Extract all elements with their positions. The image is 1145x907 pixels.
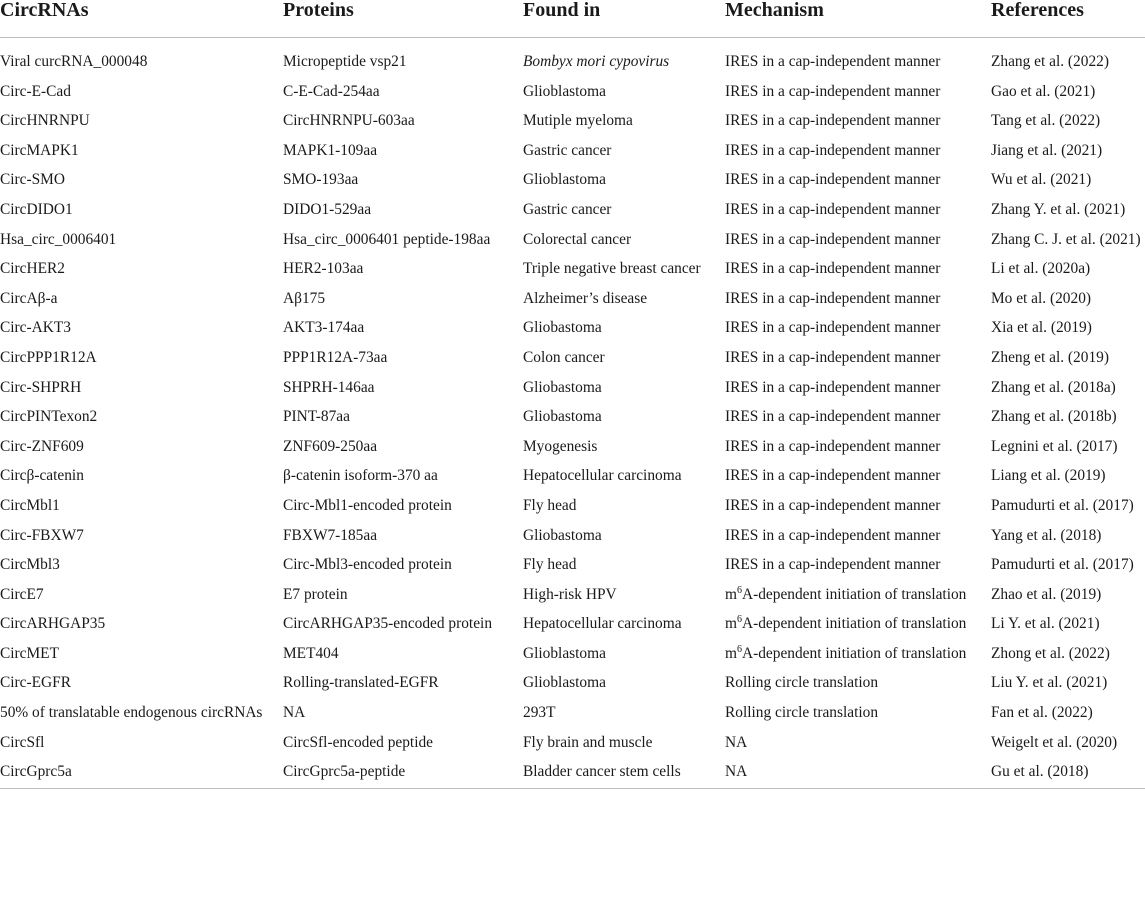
- header-proteins: Proteins: [283, 0, 523, 38]
- cell-circrna: Circ-AKT3: [0, 319, 71, 337]
- cell-mechanism: IRES in a cap-independent manner: [725, 200, 941, 218]
- cell-protein: DIDO1-529aa: [283, 200, 372, 218]
- cell-found-in: Bombyx mori cypovirus: [523, 53, 670, 70]
- cell-protein: Micropeptide vsp21: [283, 53, 407, 70]
- cell-found-in: Hepatocellular carcinoma: [523, 615, 682, 633]
- table-row: [0, 432, 1145, 462]
- cell-found-in: Gliobastoma: [523, 526, 602, 544]
- cell-circrna: CircPPP1R12A: [0, 348, 97, 366]
- cell-reference: Zhong et al. (2022): [991, 644, 1110, 662]
- cell-reference: Gao et al. (2021): [991, 82, 1096, 100]
- mechanism-prefix: m: [725, 615, 737, 633]
- cell-found-in: Myogenesis: [523, 437, 598, 455]
- cell-mechanism: IRES in a cap-independent manner: [725, 378, 941, 396]
- cell-circrna: Circ-ZNF609: [0, 437, 84, 455]
- cell-protein: FBXW7-185aa: [283, 526, 378, 544]
- cell-reference: Liu Y. et al. (2021): [991, 674, 1108, 692]
- cell-reference: Tang et al. (2022): [991, 112, 1101, 130]
- cell-protein: PPP1R12A-73aa: [283, 348, 388, 366]
- cell-circrna: Circ-SHPRH: [0, 378, 82, 396]
- cell-found-in: Alzheimer’s disease: [523, 289, 648, 307]
- cell-mechanism: Rolling circle translation: [725, 704, 879, 722]
- mechanism-superscript: 6: [736, 614, 742, 626]
- cell-circrna: CircARHGAP35: [0, 615, 106, 633]
- cell-protein: ZNF609-250aa: [283, 437, 378, 455]
- cell-found-in: Gastric cancer: [523, 141, 612, 159]
- table-row: [0, 402, 1145, 432]
- cell-found-in: Glioblastoma: [523, 171, 606, 189]
- cell-mechanism: IRES in a cap-independent manner: [725, 319, 941, 337]
- table-bottom-rule: [0, 789, 1145, 790]
- cell-circrna: CircMbl1: [0, 496, 60, 514]
- cell-protein: Hsa_circ_0006401 peptide-198aa: [283, 230, 491, 248]
- cell-found-in: High-risk HPV: [523, 585, 617, 603]
- cell-found-in: Fly brain and muscle: [523, 733, 653, 751]
- cell-mechanism: IRES in a cap-independent manner: [725, 53, 941, 70]
- cell-mechanism: IRES in a cap-independent manner: [725, 467, 941, 485]
- cell-reference: Fan et al. (2022): [991, 704, 1093, 722]
- cell-reference: Pamudurti et al. (2017): [991, 496, 1134, 514]
- header-circrnas: CircRNAs: [0, 0, 283, 38]
- cell-mechanism: Rolling circle translation: [725, 674, 879, 692]
- table-row: [0, 373, 1145, 403]
- cell-reference: Pamudurti et al. (2017): [991, 556, 1134, 574]
- header-found-in: Found in: [523, 0, 725, 38]
- table-row: [0, 609, 1145, 639]
- cell-found-in: Triple negative breast cancer: [523, 260, 701, 278]
- table-row: [0, 639, 1145, 669]
- table-row: [0, 313, 1145, 343]
- cell-mechanism: IRES in a cap-independent manner: [725, 526, 941, 544]
- cell-reference: Li Y. et al. (2021): [991, 615, 1100, 633]
- cell-mechanism: [725, 639, 991, 669]
- mechanism-text: A-dependent initiation of translation: [741, 615, 967, 633]
- table-row: [0, 521, 1145, 551]
- cell-reference: Jiang et al. (2021): [991, 141, 1103, 159]
- cell-mechanism: [725, 609, 991, 639]
- cell-reference: Xia et al. (2019): [991, 319, 1092, 337]
- cell-mechanism: IRES in a cap-independent manner: [725, 289, 941, 307]
- cell-reference: Zhang et al. (2018b): [991, 408, 1117, 426]
- table-row: [0, 698, 1145, 728]
- cell-circrna: Circ-EGFR: [0, 674, 71, 692]
- cell-circrna: CircE7: [0, 585, 44, 603]
- cell-reference: Zhao et al. (2019): [991, 585, 1102, 603]
- cell-circrna: Circβ-catenin: [0, 467, 84, 485]
- cell-circrna: Circ-SMO: [0, 171, 65, 189]
- table-row: [0, 106, 1145, 136]
- cell-circrna: CircSfl: [0, 733, 45, 751]
- header-references: References: [991, 0, 1145, 38]
- cell-circrna: CircMbl3: [0, 556, 60, 574]
- table-row: [0, 728, 1145, 758]
- cell-mechanism: IRES in a cap-independent manner: [725, 496, 941, 514]
- cell-protein: HER2-103aa: [283, 260, 364, 278]
- cell-protein: E7 protein: [283, 585, 348, 603]
- cell-found-in: Mutiple myeloma: [523, 112, 633, 130]
- cell-circrna: Circ-FBXW7: [0, 526, 84, 544]
- cell-mechanism: IRES in a cap-independent manner: [725, 171, 941, 189]
- cell-found-in: Gastric cancer: [523, 200, 612, 218]
- mechanism-prefix: m: [725, 585, 737, 603]
- cell-circrna: CircMAPK1: [0, 141, 79, 159]
- mechanism-superscript: 6: [736, 643, 742, 655]
- cell-circrna: CircAβ-a: [0, 289, 58, 307]
- cell-protein: MAPK1-109aa: [283, 141, 378, 159]
- table-row: [0, 550, 1145, 580]
- cell-mechanism: IRES in a cap-independent manner: [725, 556, 941, 574]
- cell-mechanism: NA: [725, 763, 748, 781]
- cell-found-in: Fly head: [523, 496, 577, 514]
- cell-mechanism: IRES in a cap-independent manner: [725, 82, 941, 100]
- cell-found-in: Glioblastoma: [523, 82, 606, 100]
- cell-protein: Rolling-translated-EGFR: [283, 674, 439, 692]
- mechanism-prefix: m: [725, 644, 737, 662]
- table-row: [0, 225, 1145, 255]
- table-row: [0, 343, 1145, 373]
- cell-circrna: CircHER2: [0, 260, 65, 278]
- cell-circrna: CircGprc5a: [0, 763, 72, 781]
- cell-protein: Aβ175: [283, 289, 326, 307]
- cell-mechanism: NA: [725, 733, 748, 751]
- cell-found-in: Gliobastoma: [523, 408, 602, 426]
- cell-protein: CircSfl-encoded peptide: [283, 733, 434, 751]
- cell-reference: Mo et al. (2020): [991, 289, 1092, 307]
- cell-protein: SHPRH-146aa: [283, 378, 375, 396]
- cell-protein: AKT3-174aa: [283, 319, 365, 337]
- header-mechanism: Mechanism: [725, 0, 991, 38]
- cell-found-in: Glioblastoma: [523, 644, 606, 662]
- cell-mechanism: IRES in a cap-independent manner: [725, 112, 941, 130]
- table-row: [0, 757, 1145, 789]
- table-row: [0, 165, 1145, 195]
- table-row: [0, 580, 1145, 610]
- cell-reference: Zhang Y. et al. (2021): [991, 200, 1126, 218]
- cell-protein: C-E-Cad-254aa: [283, 82, 380, 100]
- cell-protein: CircHNRNPU-603aa: [283, 112, 415, 130]
- table-body: [0, 47, 1145, 789]
- cell-circrna: CircPINTexon2: [0, 408, 98, 426]
- cell-reference: Liang et al. (2019): [991, 467, 1106, 485]
- mechanism-text: A-dependent initiation of translation: [741, 644, 967, 662]
- cell-protein: Circ-Mbl3-encoded protein: [283, 556, 452, 574]
- cell-reference: Weigelt et al. (2020): [991, 733, 1118, 751]
- cell-found-in: 293T: [523, 704, 556, 722]
- cell-reference: Wu et al. (2021): [991, 171, 1092, 189]
- cell-reference: Zheng et al. (2019): [991, 348, 1109, 366]
- cell-mechanism: IRES in a cap-independent manner: [725, 230, 941, 248]
- cell-circrna: CircHNRNPU: [0, 112, 90, 130]
- cell-mechanism: IRES in a cap-independent manner: [725, 437, 941, 455]
- cell-found-in: Hepatocellular carcinoma: [523, 467, 682, 485]
- cell-found-in: Glioblastoma: [523, 674, 606, 692]
- mechanism-text: A-dependent initiation of translation: [741, 585, 967, 603]
- cell-protein: Circ-Mbl1-encoded protein: [283, 496, 452, 514]
- cell-mechanism: IRES in a cap-independent manner: [725, 408, 941, 426]
- cell-found-in: Colon cancer: [523, 348, 605, 366]
- cell-mechanism: [725, 580, 991, 610]
- cell-circrna: CircDIDO1: [0, 200, 73, 218]
- table-row: [0, 77, 1145, 107]
- cell-protein: NA: [283, 704, 306, 722]
- cell-reference: Legnini et al. (2017): [991, 437, 1118, 455]
- cell-protein: CircARHGAP35-encoded protein: [283, 615, 493, 633]
- cell-reference: Zhang et al. (2018a): [991, 378, 1116, 396]
- cell-circrna: CircMET: [0, 644, 59, 662]
- cell-mechanism: IRES in a cap-independent manner: [725, 141, 941, 159]
- cell-protein: PINT-87aa: [283, 408, 350, 426]
- table-row: [0, 284, 1145, 314]
- cell-found-in: Bladder cancer stem cells: [523, 763, 681, 781]
- cell-found-in: Gliobastoma: [523, 319, 602, 337]
- cell-mechanism: IRES in a cap-independent manner: [725, 260, 941, 278]
- table-row: [0, 136, 1145, 166]
- table-row: [0, 491, 1145, 521]
- table-row: [0, 195, 1145, 225]
- cell-mechanism: IRES in a cap-independent manner: [725, 348, 941, 366]
- cell-reference: Zhang et al. (2022): [991, 53, 1109, 70]
- mechanism-superscript: 6: [736, 584, 742, 596]
- cell-reference: Li et al. (2020a): [991, 260, 1091, 278]
- cell-reference: Yang et al. (2018): [991, 526, 1102, 544]
- table-row: [0, 668, 1145, 698]
- table-row: [0, 461, 1145, 491]
- cell-protein: CircGprc5a-peptide: [283, 763, 406, 781]
- cell-reference: Zhang C. J. et al. (2021): [991, 230, 1141, 248]
- cell-protein: MET404: [283, 644, 339, 662]
- cell-circrna: Viral curcRNA_000048: [0, 53, 148, 70]
- table-header: [0, 0, 1145, 47]
- cell-circrna: Hsa_circ_0006401: [0, 230, 117, 248]
- cell-protein: β-catenin isoform-370 aa: [283, 467, 438, 485]
- cell-circrna: 50% of translatable endogenous circRNAs: [0, 704, 263, 722]
- cell-protein: SMO-193aa: [283, 171, 359, 189]
- cell-found-in: Colorectal cancer: [523, 230, 632, 248]
- cell-found-in: Gliobastoma: [523, 378, 602, 396]
- cell-circrna: Circ-E-Cad: [0, 82, 71, 100]
- cell-reference: Gu et al. (2018): [991, 763, 1089, 781]
- table-row: [0, 47, 1145, 77]
- table-row: [0, 254, 1145, 284]
- cell-found-in: Fly head: [523, 556, 577, 574]
